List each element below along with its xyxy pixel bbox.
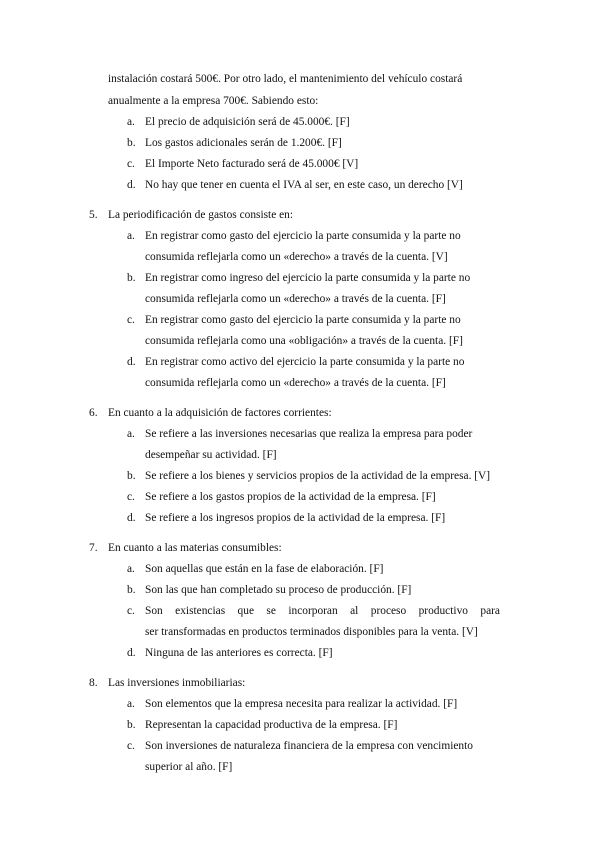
option-text-cont: consumida reflejarla como un «derecho» a través de la cuenta. [F]: [145, 377, 446, 389]
option-text: Se refiere a los bienes y servicios propios de la actividad de la empresa. [V]: [145, 470, 491, 482]
option-text: El precio de adquisición será de 45.000€. [F]: [145, 116, 350, 128]
question-number: 5.: [89, 209, 98, 221]
intro-line-1: instalación costará 500€. Por otro lado, el mantenimiento del vehículo costará: [108, 73, 463, 85]
option-letter: c.: [127, 314, 135, 326]
option-text: En registrar como activo del ejercicio la parte consumida y la parte no: [145, 356, 465, 368]
option-text: Se refiere a las inversiones necesarias que realiza la empresa para poder: [145, 428, 473, 440]
option-letter: c.: [127, 740, 135, 752]
option-letter: d.: [127, 647, 136, 659]
option-letter: b.: [127, 719, 136, 731]
option-text: Son elementos que la empresa necesita para realizar la actividad. [F]: [145, 698, 458, 710]
option-letter: c.: [127, 605, 135, 617]
option-text-cont: consumida reflejarla como un «derecho» a través de la cuenta. [F]: [145, 293, 446, 305]
option-text: Son aquellas que están en la fase de elaboración. [F]: [145, 563, 384, 575]
option-text-cont: ser transformadas en productos terminados disponibles para la venta. [V]: [145, 626, 478, 638]
question-text: Las inversiones inmobiliarias:: [108, 677, 246, 689]
option-letter: a.: [127, 230, 135, 242]
option-text: Los gastos adicionales serán de 1.200€. [F]: [145, 137, 342, 149]
option-letter: c.: [127, 491, 135, 503]
option-text-cont: desempeñar su actividad. [F]: [145, 449, 277, 461]
question-number: 6.: [89, 407, 98, 419]
option-text-cont: superior al año. [F]: [145, 761, 233, 773]
option-text: En registrar como gasto del ejercicio la parte consumida y la parte no: [145, 230, 461, 242]
option-letter: a.: [127, 698, 135, 710]
question-text: En cuanto a las materias consumibles:: [108, 542, 282, 554]
question-text: En cuanto a la adquisición de factores corrientes:: [108, 407, 332, 419]
option-text: Son las que han completado su proceso de producción. [F]: [145, 584, 412, 596]
option-text: No hay que tener en cuenta el IVA al ser, en este caso, un derecho [V]: [145, 179, 463, 191]
intro-line-2: anualmente a la empresa 700€. Sabiendo esto:: [108, 95, 319, 107]
question-text: La periodificación de gastos consiste en:: [108, 209, 294, 221]
option-letter: d.: [127, 179, 136, 191]
option-text: En registrar como ingreso del ejercicio la parte consumida y la parte no: [145, 272, 471, 284]
option-letter: d.: [127, 512, 136, 524]
option-text: El Importe Neto facturado será de 45.000€ [V]: [145, 158, 359, 170]
option-letter: a.: [127, 116, 135, 128]
option-text-cont: consumida reflejarla como un «derecho» a través de la cuenta. [V]: [145, 251, 448, 263]
option-text: Se refiere a los ingresos propios de la actividad de la empresa. [F]: [145, 512, 446, 524]
option-letter: b.: [127, 470, 136, 482]
option-text: Son existencias que se incorporan al proceso productivo para: [145, 605, 500, 617]
option-letter: b.: [127, 272, 136, 284]
option-text-cont: consumida reflejarla como una «obligación» a través de la cuenta. [F]: [145, 335, 463, 347]
option-letter: d.: [127, 356, 136, 368]
option-letter: a.: [127, 563, 135, 575]
option-letter: b.: [127, 584, 136, 596]
question-number: 8.: [89, 677, 98, 689]
option-text: Representan la capacidad productiva de la empresa. [F]: [145, 719, 398, 731]
option-letter: c.: [127, 158, 135, 170]
question-number: 7.: [89, 542, 98, 554]
option-text: Ninguna de las anteriores es correcta. [F]: [145, 647, 333, 659]
option-letter: b.: [127, 137, 136, 149]
option-letter: a.: [127, 428, 135, 440]
option-text: En registrar como gasto del ejercicio la parte consumida y la parte no: [145, 314, 461, 326]
option-text: Son inversiones de naturaleza financiera de la empresa con vencimiento: [145, 740, 473, 752]
option-text: Se refiere a los gastos propios de la actividad de la empresa. [F]: [145, 491, 436, 503]
